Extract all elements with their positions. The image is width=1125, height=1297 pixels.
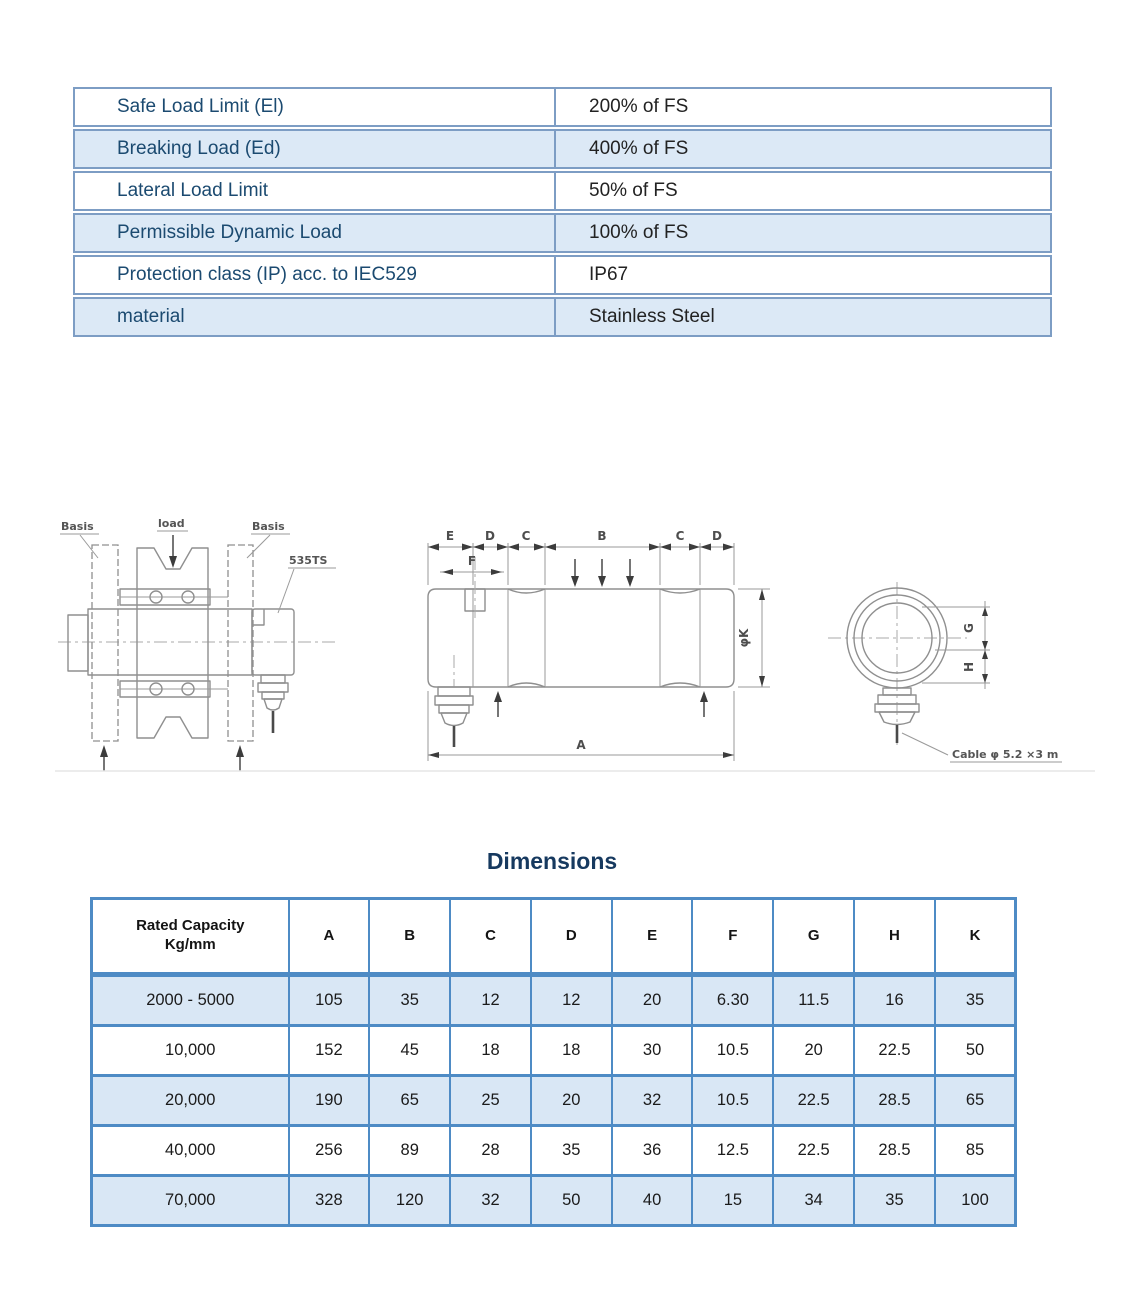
header-col-e: E [612, 899, 693, 975]
header-col-k: K [935, 899, 1016, 975]
header-col-f: F [692, 899, 773, 975]
dim-cell: 32 [450, 1176, 531, 1226]
dim-row [92, 1076, 1016, 1126]
dim-cell: 18 [450, 1026, 531, 1076]
dim-cell: 328 [289, 1176, 370, 1226]
spec-row [73, 87, 1052, 127]
dim-cell: 35 [854, 1176, 935, 1226]
dim-label-d1: D [485, 529, 495, 543]
header-col-a: A [289, 899, 370, 975]
basis-left-label: Basis [61, 520, 94, 533]
dim-cell: 28 [450, 1126, 531, 1176]
dim-cell: 89 [369, 1126, 450, 1176]
dim-label-c2: C [675, 529, 685, 543]
dim-cell: 12 [450, 975, 531, 1026]
dim-cell: 50 [935, 1026, 1016, 1076]
dim-cell: 10.5 [692, 1026, 773, 1076]
dim-cell: 20 [773, 1026, 854, 1076]
dim-cell: 256 [289, 1126, 370, 1176]
dim-row [92, 1126, 1016, 1176]
dim-cell: 152 [289, 1026, 370, 1076]
spec-table [73, 85, 1052, 339]
dim-cell: 25 [450, 1076, 531, 1126]
dim-cell: 15 [692, 1176, 773, 1226]
dim-cell: 100 [935, 1176, 1016, 1226]
spec-value: IP67 [554, 255, 1052, 295]
dim-cell: 35 [369, 975, 450, 1026]
load-label: load [158, 517, 185, 530]
end-view-drawing [828, 582, 1062, 762]
spec-row [73, 255, 1052, 295]
dim-cell: 30 [612, 1026, 693, 1076]
dim-label-g: G [962, 623, 976, 633]
dimensions-title: Dimensions [486, 848, 618, 874]
dim-cell: 16 [854, 975, 935, 1026]
dim-row [92, 1176, 1016, 1226]
spec-row [73, 129, 1052, 169]
dim-label-b: B [597, 529, 607, 543]
dim-cell: 40 [612, 1176, 693, 1226]
dim-label-a: A [576, 738, 586, 752]
dim-cell: 190 [289, 1076, 370, 1126]
dim-label-c1: C [521, 529, 531, 543]
dim-cell: 32 [612, 1076, 693, 1126]
spec-value: 100% of FS [554, 213, 1052, 253]
dim-cell: 22.5 [773, 1126, 854, 1176]
dim-cell: 65 [935, 1076, 1016, 1126]
spec-label: material [73, 297, 554, 337]
front-view-drawing [58, 517, 336, 771]
dim-cell: 45 [369, 1026, 450, 1076]
side-view-drawing [428, 529, 770, 761]
dim-cell: 6.30 [692, 975, 773, 1026]
dim-cell: 36 [612, 1126, 693, 1176]
dim-cell: 28.5 [854, 1076, 935, 1126]
capacity-cell: 2000 - 5000 [92, 975, 289, 1026]
dim-cell: 35 [935, 975, 1016, 1026]
spec-value: 50% of FS [554, 171, 1052, 211]
capacity-cell: 70,000 [92, 1176, 289, 1226]
spec-value: 200% of FS [554, 87, 1052, 127]
header-rated-capacity-line1: Rated Capacity [136, 917, 245, 935]
dim-cell: 18 [531, 1026, 612, 1076]
spec-label: Breaking Load (Ed) [73, 129, 554, 169]
spec-row [73, 171, 1052, 211]
dim-label-f: F [467, 554, 477, 568]
spec-label: Lateral Load Limit [73, 171, 554, 211]
header-col-c: C [450, 899, 531, 975]
spec-row [73, 213, 1052, 253]
spec-label: Safe Load Limit (El) [73, 87, 554, 127]
model-label: 535TS [289, 554, 328, 567]
header-rated-capacity [92, 899, 289, 975]
header-rated-capacity-line2: Kg/mm [164, 936, 216, 953]
capacity-cell: 40,000 [92, 1126, 289, 1176]
dim-cell: 65 [369, 1076, 450, 1126]
spec-label: Permissible Dynamic Load [73, 213, 554, 253]
dimensions-table [90, 897, 1017, 1227]
dim-cell: 12 [531, 975, 612, 1026]
dim-label-h: H [962, 661, 976, 673]
dim-cell: 105 [289, 975, 370, 1026]
technical-drawings [40, 505, 1120, 785]
dim-cell: 85 [935, 1126, 1016, 1176]
header-col-d: D [531, 899, 612, 975]
capacity-cell: 20,000 [92, 1076, 289, 1126]
dim-label-d2: D [712, 529, 722, 543]
dim-cell: 28.5 [854, 1126, 935, 1176]
dim-cell: 50 [531, 1176, 612, 1226]
dim-cell: 20 [612, 975, 693, 1026]
cable-label: Cable φ 5.2 ×3 m [952, 748, 1059, 761]
header-col-h: H [854, 899, 935, 975]
basis-right-label: Basis [252, 520, 285, 533]
dim-cell: 34 [773, 1176, 854, 1226]
spec-row [73, 297, 1052, 337]
header-col-b: B [369, 899, 450, 975]
dim-cell: 35 [531, 1126, 612, 1176]
dim-cell: 12.5 [692, 1126, 773, 1176]
dim-cell: 20 [531, 1076, 612, 1126]
dim-cell: 10.5 [692, 1076, 773, 1126]
dim-cell: 11.5 [773, 975, 854, 1026]
dim-cell: 22.5 [854, 1026, 935, 1076]
dim-label-k: φK [737, 628, 751, 648]
spec-value: Stainless Steel [554, 297, 1052, 337]
dim-cell: 22.5 [773, 1076, 854, 1126]
spec-value: 400% of FS [554, 129, 1052, 169]
header-col-g: G [773, 899, 854, 975]
spec-label: Protection class (IP) acc. to IEC529 [73, 255, 554, 295]
dim-header-row [92, 899, 1016, 975]
dim-label-e: E [445, 529, 455, 543]
capacity-cell: 10,000 [92, 1026, 289, 1076]
dim-row [92, 975, 1016, 1026]
dim-cell: 120 [369, 1176, 450, 1226]
dim-row [92, 1026, 1016, 1076]
